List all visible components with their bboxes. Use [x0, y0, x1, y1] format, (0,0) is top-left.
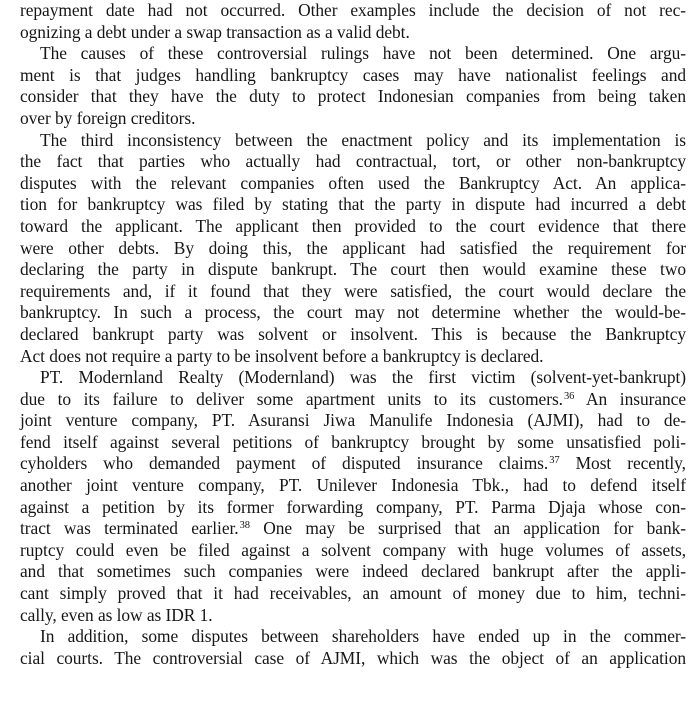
text-line: against a petition by its former forwarding company, PT. Parma Djaja whose con- — [20, 496, 686, 517]
text-line: In addition, some disputes between shareholders have ended up in the commer- — [40, 626, 686, 647]
text-line: bankruptcy. In such a process, the court may not determine whether the would-be- — [20, 302, 686, 323]
text-line: The causes of these controversial rulings have not been determined. One argu- — [40, 43, 686, 64]
text-line: repayment date had not occurred. Other examples include the decision of not rec- — [20, 0, 686, 20]
text-run: Most recently, — [559, 453, 686, 474]
text-line: The third inconsistency between the enactment policy and its implementation is — [40, 129, 686, 150]
footnote-ref-36: 36 — [563, 390, 575, 402]
paragraph — [20, 626, 686, 669]
paragraph — [20, 43, 686, 129]
text-line: cial courts. The controversial case of AJMI, which was the object of an application — [20, 647, 686, 668]
document-page — [20, 0, 686, 669]
text-line: over by foreign creditors. — [20, 107, 196, 128]
paragraph — [20, 130, 686, 368]
paragraph — [20, 367, 686, 626]
text-line: another joint venture company, PT. Unilever Indonesia Tbk., had to defend itself — [20, 475, 686, 496]
text-line: fend itself against several petitions of bankruptcy brought by some unsatisfied poli- — [20, 431, 686, 452]
paragraph — [20, 0, 686, 43]
text-line: disputes with the relevant companies often used the Bankruptcy Act. An applica- — [20, 172, 686, 193]
text-run: One may be surprised that an application for bank- — [250, 518, 686, 539]
text-line: were other debts. By doing this, the applicant had satisfied the requirement for — [20, 237, 686, 258]
text-run: tract was terminated earlier. — [20, 518, 239, 539]
text-line: requirements and, if it found that they were satisfied, the court would declare the — [20, 280, 686, 301]
text-line: cant simply proved that it had receivables, an amount of money due to him, techni- — [20, 583, 686, 604]
text-line: ment is that judges handling bankruptcy cases may have nationalist feelings and — [20, 64, 686, 85]
text-line: PT. Modernland Realty (Modernland) was the first victim (solvent-yet-bankrupt) — [40, 367, 686, 388]
text-line: ruptcy could even be filed against a solvent company with huge volumes of assets, — [20, 539, 686, 560]
text-run: An insurance — [574, 388, 686, 409]
text-line: declaring the party in dispute bankrupt. The court then would examine these two — [20, 259, 686, 280]
text-line: and that sometimes such companies were indeed declared bankrupt after the appli- — [20, 561, 686, 582]
footnote-ref-37: 37 — [549, 455, 560, 467]
text-line: tion for bankruptcy was filed by stating that the party in dispute had incurred a debt — [20, 194, 686, 215]
text-line: toward the applicant. The applicant then provided to the court evidence that there — [20, 215, 686, 236]
footnote-ref-38: 38 — [239, 520, 250, 532]
text-line: declared bankrupt party was solvent or insolvent. This is because the Bankruptcy — [20, 323, 686, 344]
text-line: consider that they have the duty to protect Indonesian companies from being taken — [20, 86, 686, 107]
text-line: ognizing a debt under a swap transaction as a valid debt. — [20, 21, 410, 42]
text-line — [20, 453, 686, 475]
text-line: the fact that parties who actually had contractual, tort, or other non-bankruptcy — [20, 151, 686, 172]
text-line — [20, 518, 686, 540]
text-run: cyholders who demanded payment of disputed insurance claims. — [20, 453, 549, 474]
text-line: cally, even as low as IDR 1. — [20, 604, 213, 625]
text-line — [20, 389, 686, 411]
text-run: due to its failure to deliver some apartment units to its customers. — [20, 388, 563, 409]
text-line: joint venture company, PT. Asuransi Jiwa Manulife Indonesia (AJMI), had to de- — [20, 410, 686, 431]
text-line: Act does not require a party to be insolvent before a bankruptcy is declared. — [20, 345, 544, 366]
